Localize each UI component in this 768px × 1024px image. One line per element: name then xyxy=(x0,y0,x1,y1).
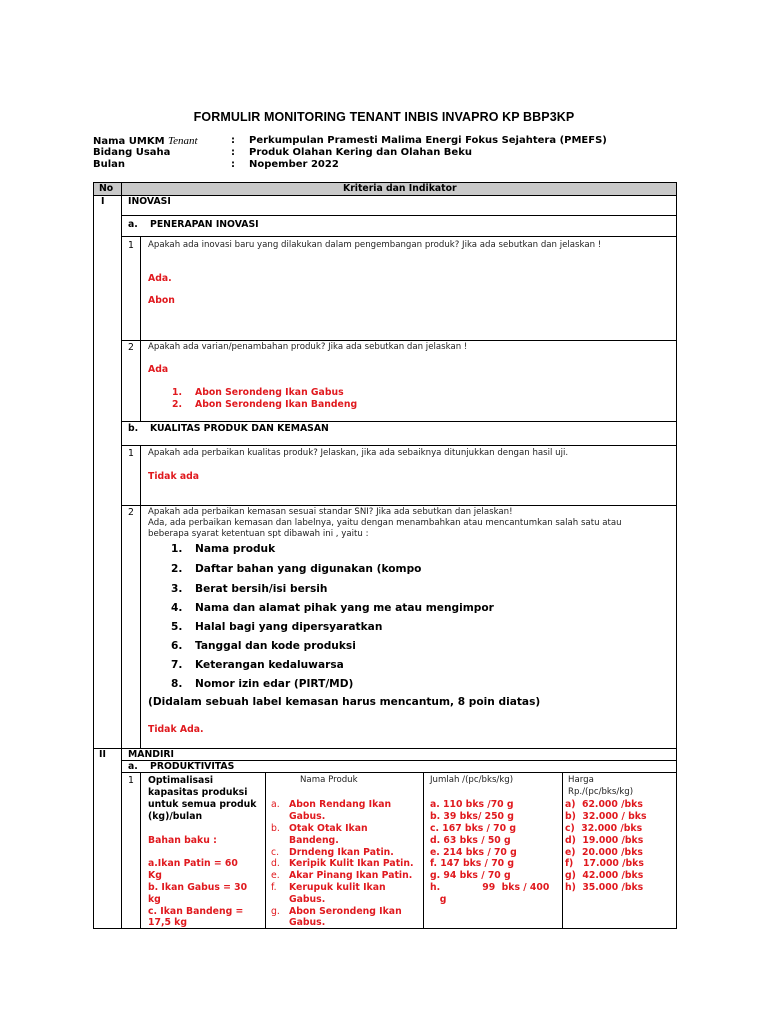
header-no: No xyxy=(99,183,114,194)
list-item: Daftar bahan yang digunakan (kompo xyxy=(195,563,422,575)
list-item: Tanggal dan kode produksi xyxy=(195,640,356,652)
question-text: Apakah ada varian/penambahan produk? Jika ada sebutkan dan jelaskan ! xyxy=(148,342,468,352)
quantity-value: d. 63 bks / 50 g xyxy=(430,835,511,846)
list-item: Abon Serondeng Ikan Bandeng xyxy=(195,399,358,410)
price-value: a) 62.000 /bks xyxy=(565,799,643,810)
rule xyxy=(121,182,122,929)
column-header-harga: Harga xyxy=(568,775,594,785)
rule xyxy=(121,445,677,446)
umkm-label-italic: Tenant xyxy=(168,135,198,147)
section-title: INOVASI xyxy=(128,196,171,207)
umkm-colon: : xyxy=(231,135,235,146)
list-item: Abon Serondeng Ikan Gabus xyxy=(195,387,344,398)
rule xyxy=(265,772,266,929)
quantity-value: c. 167 bks / 70 g xyxy=(430,823,516,834)
list-num: 4. xyxy=(171,602,183,614)
question-text: Apakah ada perbaikan kualitas produk? Jelaskan, jika ada sebaiknya ditunjukkan dengan hasil uji. xyxy=(148,448,569,458)
header-kriteria: Kriteria dan Indikator xyxy=(343,183,457,194)
subsection-letter: b. xyxy=(128,423,139,434)
list-num: 7. xyxy=(171,659,183,671)
list-item: Nama produk xyxy=(195,543,276,555)
price-value: h) 35.000 /bks xyxy=(565,882,644,893)
question-text: Apakah ada perbaikan kemasan sesuai standar SNI? Jika ada sebutkan dan jelaskan! xyxy=(148,507,513,517)
rule xyxy=(140,445,141,748)
bulan-value: Nopember 2022 xyxy=(249,159,339,170)
product-name: Drndeng Ikan Patin. xyxy=(289,847,394,858)
quantity-value: f. 147 bks / 70 g xyxy=(430,858,515,869)
rule xyxy=(562,772,563,929)
question-text: Apakah ada inovasi baru yang dilakukan dalam pengembangan produk? Jika ada sebutkan dan jelaskan ! xyxy=(148,240,602,250)
list-num: 2. xyxy=(171,563,183,575)
bahan-line: c. Ikan Bandeng = xyxy=(148,906,244,917)
rule xyxy=(121,505,677,506)
quantity-value: a. 110 bks /70 g xyxy=(430,799,514,810)
criteria-line: untuk semua produk xyxy=(148,799,257,810)
product-letter: b. xyxy=(271,823,280,834)
rule xyxy=(423,772,424,929)
product-name: Gabus. xyxy=(289,917,326,928)
rule xyxy=(121,340,677,341)
rule xyxy=(676,182,677,929)
price-value: e) 20.000 /bks xyxy=(565,847,643,858)
product-name: Abon Serondeng Ikan xyxy=(289,906,402,917)
answer-text: Ada xyxy=(148,364,169,375)
criteria-line: kapasitas produksi xyxy=(148,787,248,798)
umkm-value: Perkumpulan Pramesti Malima Energi Fokus Sejahtera (PMEFS) xyxy=(249,135,607,146)
question-number: 2 xyxy=(128,342,134,353)
product-letter: e. xyxy=(271,870,280,881)
price-value: d) 19.000 /bks xyxy=(565,835,644,846)
price-value: c) 32.000 /bks xyxy=(565,823,643,834)
product-letter: a. xyxy=(271,799,280,810)
list-num: 8. xyxy=(171,678,183,690)
bahan-line: Kg xyxy=(148,870,162,881)
product-name: Otak Otak Ikan xyxy=(289,823,368,834)
bidang-label: Bidang Usaha xyxy=(93,147,171,158)
rule xyxy=(121,421,677,422)
product-letter: d. xyxy=(271,858,280,869)
list-num: 1. xyxy=(172,387,183,398)
product-name: Gabus. xyxy=(289,811,326,822)
rule xyxy=(121,236,677,237)
answer-text: Tidak Ada. xyxy=(148,724,204,735)
criteria-line: (kg)/bulan xyxy=(148,811,203,822)
answer-text: Tidak ada xyxy=(148,471,200,482)
rule xyxy=(93,748,677,749)
subsection-letter: a. xyxy=(128,761,138,772)
product-name: Gabus. xyxy=(289,894,326,905)
question-text-line: beberapa syarat ketentuan spt dibawah ini , yaitu : xyxy=(148,529,369,539)
column-header-harga-unit: Rp./(pc/bks/kg) xyxy=(568,787,634,797)
list-num: 5. xyxy=(171,621,183,633)
bahan-line: a.Ikan Patin = 60 xyxy=(148,858,238,869)
quantity-value: h. 99 bks / 400 xyxy=(430,882,550,893)
subsection-title: PRODUKTIVITAS xyxy=(150,761,235,772)
rule xyxy=(93,928,677,929)
question-number: 1 xyxy=(128,448,134,459)
price-value: b) 32.000 / bks xyxy=(565,811,647,822)
form-title: FORMULIR MONITORING TENANT INBIS INVAPRO KP BBP3KP xyxy=(193,110,575,124)
answer-text: Ada. xyxy=(148,273,172,284)
question-number: 1 xyxy=(128,240,134,251)
rule xyxy=(140,772,141,929)
price-value: g) 42.000 /bks xyxy=(565,870,644,881)
label-note: (Didalam sebuah label kemasan harus mencantum, 8 poin diatas) xyxy=(148,696,541,708)
list-num: 6. xyxy=(171,640,183,652)
quantity-value: b. 39 bks/ 250 g xyxy=(430,811,514,822)
product-name: Akar Pinang Ikan Patin. xyxy=(289,870,413,881)
bahan-line: kg xyxy=(148,894,161,905)
bahan-line: 17,5 kg xyxy=(148,917,188,928)
bulan-label: Bulan xyxy=(93,159,126,170)
section-number: II xyxy=(99,749,106,760)
list-item: Keterangan kedaluwarsa xyxy=(195,659,344,671)
quantity-value: g. 94 bks / 70 g xyxy=(430,870,511,881)
product-letter: f. xyxy=(271,882,277,893)
list-num: 3. xyxy=(171,583,183,595)
list-item: Nama dan alamat pihak yang me atau mengimpor xyxy=(195,602,494,614)
bahan-label: Bahan baku : xyxy=(148,835,217,846)
product-name: Kerupuk kulit Ikan xyxy=(289,882,386,893)
section-number: I xyxy=(101,196,105,207)
question-text-line: Ada, ada perbaikan kemasan dan labelnya, yaitu dengan menambahkan atau mencantumkan salah satu atau xyxy=(148,518,622,528)
list-num: 1. xyxy=(171,543,183,555)
rule xyxy=(93,195,677,196)
subsection-title: PENERAPAN INOVASI xyxy=(150,219,259,230)
quantity-value: g xyxy=(430,894,447,905)
product-name: Bandeng. xyxy=(289,835,339,846)
list-num: 2. xyxy=(172,399,183,410)
bulan-colon: : xyxy=(231,159,235,170)
rule xyxy=(121,215,677,216)
criteria-line: Optimalisasi xyxy=(148,775,214,786)
product-letter: c. xyxy=(271,847,280,858)
question-number: 1 xyxy=(128,775,134,786)
column-header-jumlah: Jumlah /(pc/bks/kg) xyxy=(430,775,514,785)
rule xyxy=(140,236,141,421)
answer-text: Abon xyxy=(148,295,175,306)
list-item: Berat bersih/isi bersih xyxy=(195,583,328,595)
column-header-nama-produk: Nama Produk xyxy=(300,775,358,785)
product-name: Abon Rendang Ikan xyxy=(289,799,392,810)
list-item: Halal bagi yang dipersyaratkan xyxy=(195,621,383,633)
subsection-title: KUALITAS PRODUK DAN KEMASAN xyxy=(150,423,329,434)
umkm-label-text: Nama UMKM xyxy=(93,136,169,147)
quantity-value: e. 214 bks / 70 g xyxy=(430,847,517,858)
product-letter: g. xyxy=(271,906,280,917)
list-item: Nomor izin edar (PIRT/MD) xyxy=(195,678,354,690)
bidang-value: Produk Olahan Kering dan Olahan Beku xyxy=(249,147,472,158)
bidang-colon: : xyxy=(231,147,235,158)
rule xyxy=(121,772,677,773)
price-value: f) 17.000 /bks xyxy=(565,858,644,869)
bahan-line: b. Ikan Gabus = 30 xyxy=(148,882,248,893)
section-title: MANDIRI xyxy=(128,749,175,760)
rule xyxy=(93,182,94,929)
question-number: 2 xyxy=(128,507,134,518)
product-name: Keripik Kulit Ikan Patin. xyxy=(289,858,414,869)
subsection-letter: a. xyxy=(128,219,138,230)
